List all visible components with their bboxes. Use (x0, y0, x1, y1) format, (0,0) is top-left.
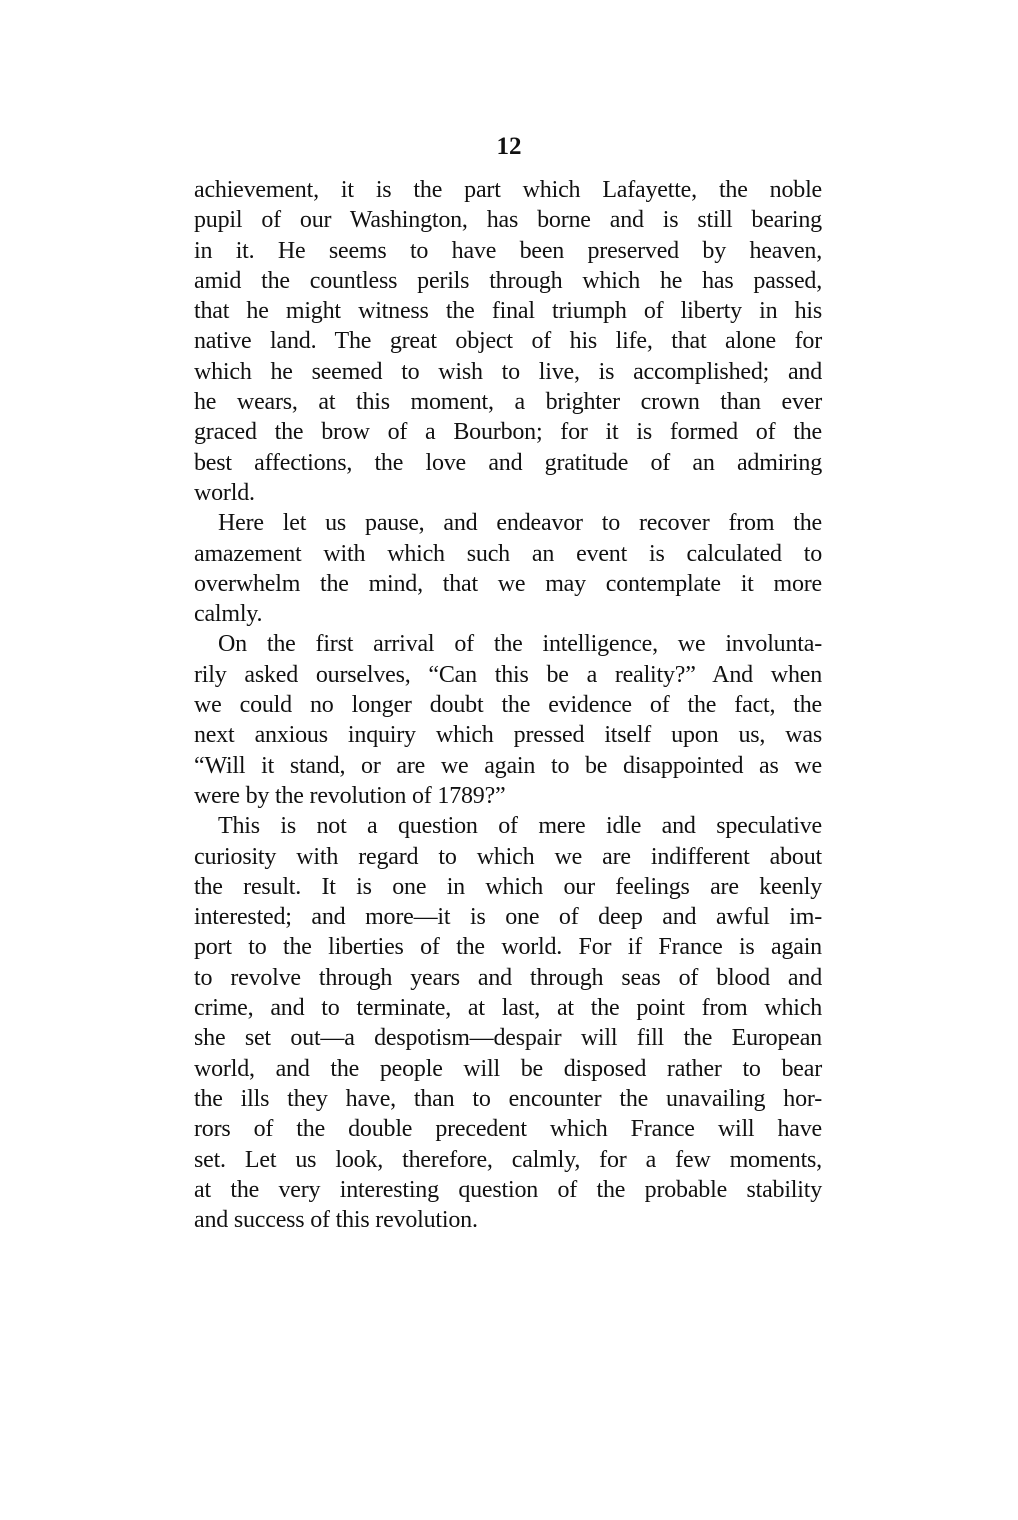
text-line: the result. It is one in which our feelings are keenly (194, 873, 822, 900)
text-line: graced the brow of a Bourbon; for it is formed of the (194, 419, 822, 446)
text-line: port to the liberties of the world. For if France is again (194, 934, 822, 961)
text-line: world, and the people will be disposed rather to bear (194, 1055, 822, 1082)
paragraph-4 (194, 811, 822, 1235)
text-line: world. (194, 479, 255, 506)
text-line: we could no longer doubt the evidence of the fact, the (194, 692, 822, 719)
paragraph-1 (194, 175, 822, 508)
text-line: he wears, at this moment, a brighter crown than ever (194, 389, 822, 416)
text-line: native land. The great object of his life, that alone for (194, 328, 822, 355)
text-line: overwhelm the mind, that we may contemplate it more (194, 570, 822, 597)
text-line: pupil of our Washington, has borne and is still bearing (194, 207, 822, 234)
text-line: which he seemed to wish to live, is accomplished; and (194, 358, 822, 385)
body-text (194, 175, 822, 1235)
text-line: she set out—a despotism—despair will fill the European (194, 1025, 822, 1052)
text-line: amid the countless perils through which he has passed, (194, 267, 822, 294)
text-line: that he might witness the final triumph of liberty in his (194, 298, 822, 325)
text-line: On the first arrival of the intelligence, we involunta- (218, 631, 822, 658)
text-line: rily asked ourselves, “Can this be a reality?” And when (194, 661, 822, 688)
text-line: rors of the double precedent which France will have (194, 1116, 822, 1143)
text-line: calmly. (194, 601, 263, 628)
text-line: set. Let us look, therefore, calmly, for a few moments, (194, 1146, 822, 1173)
text-line: “Will it stand, or are we again to be disappointed as we (194, 752, 822, 779)
paragraph-2 (194, 508, 822, 629)
paragraph-3 (194, 629, 822, 811)
text-line: at the very interesting question of the probable stability (194, 1176, 822, 1203)
text-line: Here let us pause, and endeavor to recover from the (218, 510, 822, 537)
text-line: and success of this revolution. (194, 1207, 478, 1234)
text-line: the ills they have, than to encounter the unavailing hor- (194, 1085, 822, 1112)
text-line: achievement, it is the part which Lafayette, the noble (194, 177, 822, 203)
text-line: amazement with which such an event is calculated to (194, 540, 822, 567)
text-line: were by the revolution of 1789?” (194, 782, 506, 809)
text-line: in it. He seems to have been preserved by heaven, (194, 237, 822, 264)
text-line: to revolve through years and through seas of blood and (194, 964, 822, 991)
text-line: interested; and more—it is one of deep and awful im- (194, 904, 822, 931)
text-line: crime, and to terminate, at last, at the point from which (194, 995, 822, 1022)
text-line: curiosity with regard to which we are indifferent about (194, 843, 822, 870)
text-line: This is not a question of mere idle and speculative (218, 813, 822, 840)
page-number: 12 (496, 133, 522, 160)
text-line: best affections, the love and gratitude of an admiring (194, 449, 822, 476)
text-line: next anxious inquiry which pressed itself upon us, was (194, 722, 822, 749)
